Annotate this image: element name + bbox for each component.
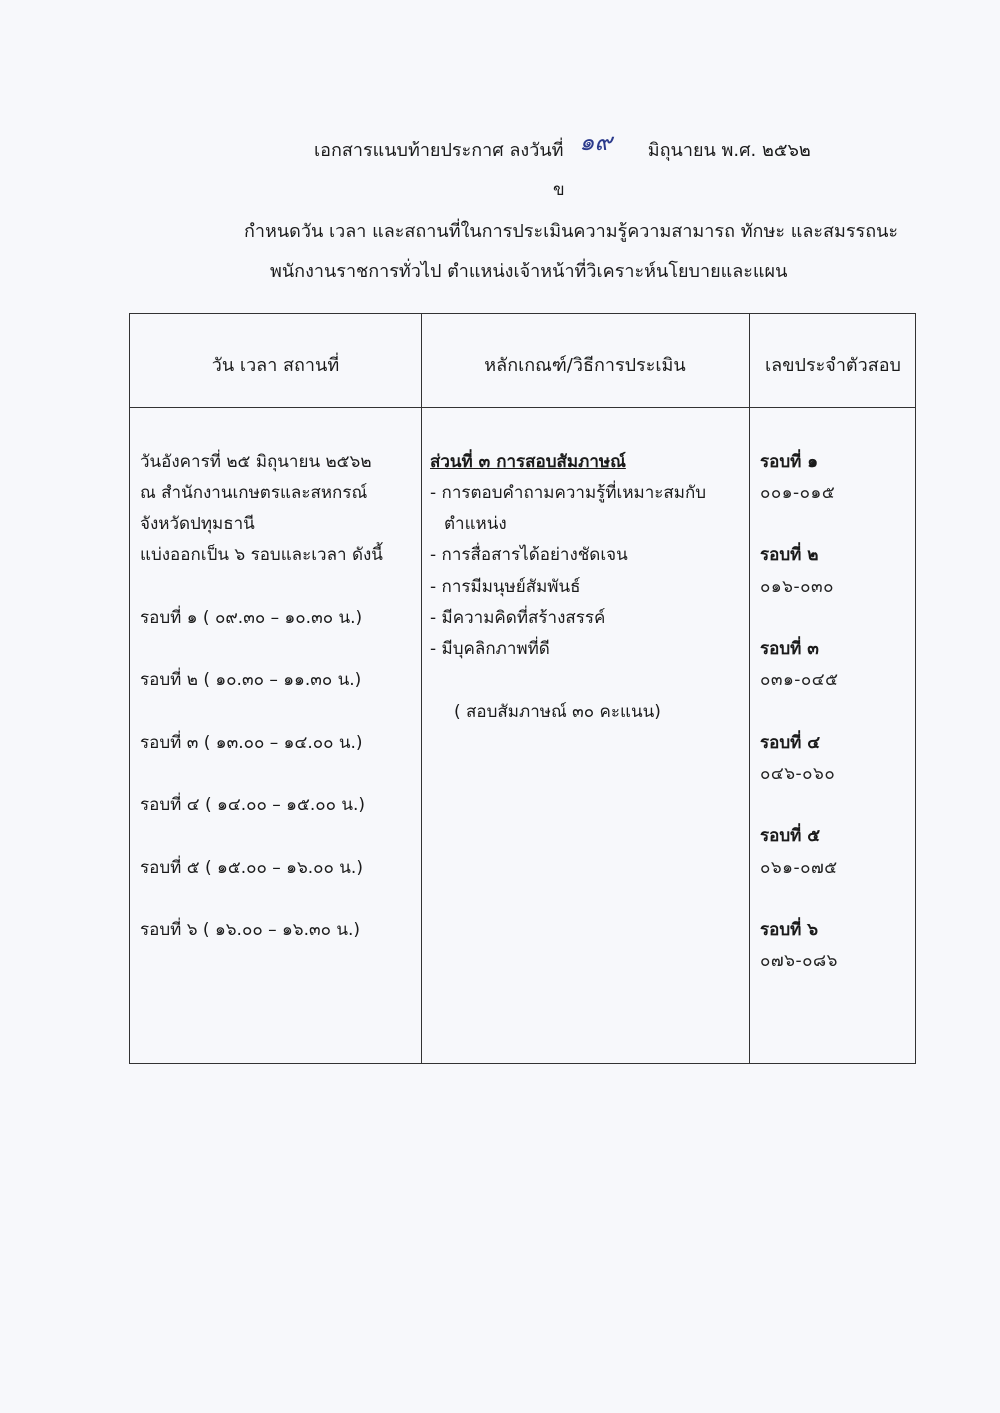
exam-place-line-2: จังหวัดปทุมธานี (140, 514, 255, 534)
title-line-2: พนักงานราชการทั่วไป ตำแหน่งเจ้าหน้าที่วิเคราะห์นโยบายและแผน (270, 261, 788, 282)
round-range-4: ๐๔๖-๐๖๐ (760, 764, 836, 784)
section-title: ส่วนที่ ๓ การสอบสัมภาษณ์ (430, 452, 626, 472)
round-range-3: ๐๓๑-๐๔๕ (760, 670, 839, 690)
column-divider-1 (421, 314, 422, 1063)
round-split-note: แบ่งออกเป็น ๖ รอบและเวลา ดังนี้ (140, 545, 383, 565)
round-label-1: รอบที่ ๑ (760, 452, 819, 472)
round-time-6: รอบที่ ๖ ( ๑๖.๐๐ – ๑๖.๓๐ น.) (140, 920, 361, 940)
round-range-2: ๐๑๖-๐๓๐ (760, 577, 834, 597)
round-time-3: รอบที่ ๓ ( ๑๓.๐๐ – ๑๔.๐๐ น.) (140, 733, 363, 753)
criteria-item: ตำแหน่ง (444, 514, 507, 534)
round-range-6: ๐๗๖-๐๘๖ (760, 951, 838, 971)
attachment-code: ข (553, 180, 565, 200)
round-label-6: รอบที่ ๖ (760, 920, 819, 940)
round-time-1: รอบที่ ๑ ( ๐๙.๓๐ – ๑๐.๓๐ น.) (140, 608, 363, 628)
round-time-2: รอบที่ ๒ ( ๑๐.๓๐ – ๑๑.๓๐ น.) (140, 670, 362, 690)
round-time-4: รอบที่ ๔ ( ๑๔.๐๐ – ๑๕.๐๐ น.) (140, 795, 366, 815)
header-line (314, 128, 811, 167)
round-label-2: รอบที่ ๒ (760, 545, 819, 565)
header-date-time-place: วัน เวลา สถานที่ (211, 355, 340, 376)
header-prefix: เอกสารแนบท้ายประกาศ ลงวันที่ (314, 140, 564, 161)
criteria-item: - การสื่อสารได้อย่างชัดเจน (430, 545, 628, 565)
criteria-item: - การตอบคำถามความรู้ที่เหมาะสมกับ (430, 483, 707, 503)
score-note: ( สอบสัมภาษณ์ ๓๐ คะแนน) (454, 702, 661, 722)
header-exam-id: เลขประจำตัวสอบ (765, 355, 901, 376)
round-label-4: รอบที่ ๔ (760, 733, 821, 753)
round-range-5: ๐๖๑-๐๗๕ (760, 858, 838, 878)
exam-date: วันอังคารที่ ๒๕ มิถุนายน ๒๕๖๒ (140, 452, 372, 472)
round-label-3: รอบที่ ๓ (760, 639, 819, 659)
exam-place-line-1: ณ สำนักงานเกษตรและสหกรณ์ (140, 483, 368, 503)
header-suffix: มิถุนายน พ.ศ. ๒๕๖๒ (647, 140, 811, 161)
criteria-item: - มีความคิดที่สร้างสรรค์ (430, 608, 606, 628)
schedule-table (129, 313, 916, 1064)
round-time-5: รอบที่ ๕ ( ๑๕.๐๐ – ๑๖.๐๐ น.) (140, 858, 363, 878)
header-divider (130, 407, 915, 408)
handwritten-day: ๑๙ (579, 128, 613, 156)
criteria-item: - การมีมนุษย์สัมพันธ์ (430, 577, 581, 597)
round-label-5: รอบที่ ๕ (760, 826, 821, 846)
criteria-item: - มีบุคลิกภาพที่ดี (430, 639, 550, 659)
column-divider-2 (749, 314, 750, 1063)
header-criteria: หลักเกณฑ์/วิธีการประเมิน (484, 355, 686, 376)
title-line-1: กำหนดวัน เวลา และสถานที่ในการประเมินความรู้ความสามารถ ทักษะ และสมรรถนะ (244, 221, 899, 242)
round-range-1: ๐๐๑-๐๑๕ (760, 483, 836, 503)
